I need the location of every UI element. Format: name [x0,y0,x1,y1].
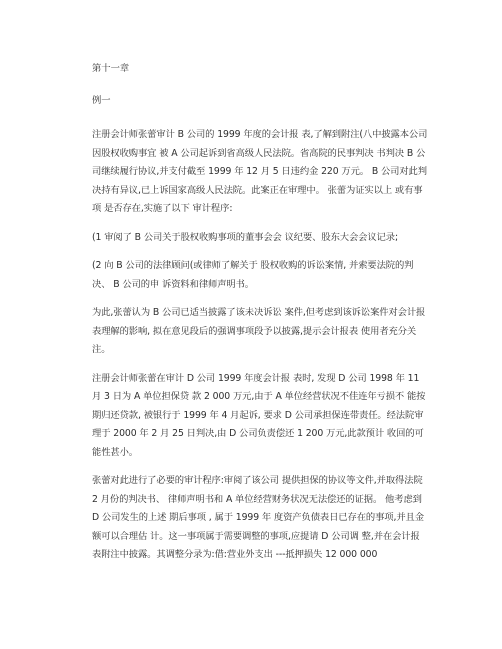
document-body [92,62,428,575]
paragraph-5: 注册会计师张蕾在审计 D 公司 1999 年度会计报 表时, 发现 D 公司 1998 年 11 月 3 日为 A 单位担保贷 款 2 000 万元,由于 A 单位经营状况不佳连年亏损不 能按期归还贷款, 被银行于 1999 年 4 月起诉, 要求 D 公司承担保连带责任。经法院审理于 2000 年 2 月 25 日判决,由 D 公司负责偿还 1 200 万元,此款预计 收回的可能性甚小。 [92,372,426,458]
paragraph-6: 张蕾对此进行了必要的审计程序:审阅了该公司 提供担保的协议等文件,并取得法院 2 月份的判决书、 律师声明书和 A 单位经营财务状况无法偿还的证据。 他考虑到 D 公司发生的上述 期后事项 , 属于 1999 年 度资产负债表日已存在的事项,并且金额可以合理估 计。这一事项属于需要调整的事项,应提请 D 公司调 整,并在会计报表附注中披露。其调整分录为:借:营业外支出 ---抵押损失 12 000 000 [92,475,424,560]
example-heading: 例一 [92,95,111,106]
paragraph-1: 注册会计师张蕾审计 B 公司的 1999 年度的会计报 表,了解到附注(八中披露本公司因股权收购事宜 被 A 公司起诉到省高级人民法院。省高院的民事判决 书判决 B 公司继续履行协议,并支付截至 1999 年 12 月 5 日违约金 220 万元。 B 公司对此判决持有异议,已上诉国家高级人民法院。此案正在审理中。 张蕾为证实以上 或有事项 是否存在,实施了以下 审计程序: [92,129,428,214]
chapter-heading: 第十一章 [92,63,130,74]
paragraph-3: (2 向 B 公司的法律顾问(或律师了解关于 股权收购的诉讼案情, 并索要法院的判决、 B 公司的申 诉资料和律师声明书。 [92,260,414,290]
paragraph-2: (1 审阅了 B 公司关于股权收购事项的董事会会 议纪要、股东大会会议记录; [92,231,398,243]
paragraph-4: 为此,张蕾认为 B 公司已适当披露了该未决诉讼 案件,但考虑到该诉讼案件对会计报表理解的影响, 拟在意见段后的强调事项段予以披露,提示会计报表 使用者充分关注。 [92,307,426,355]
